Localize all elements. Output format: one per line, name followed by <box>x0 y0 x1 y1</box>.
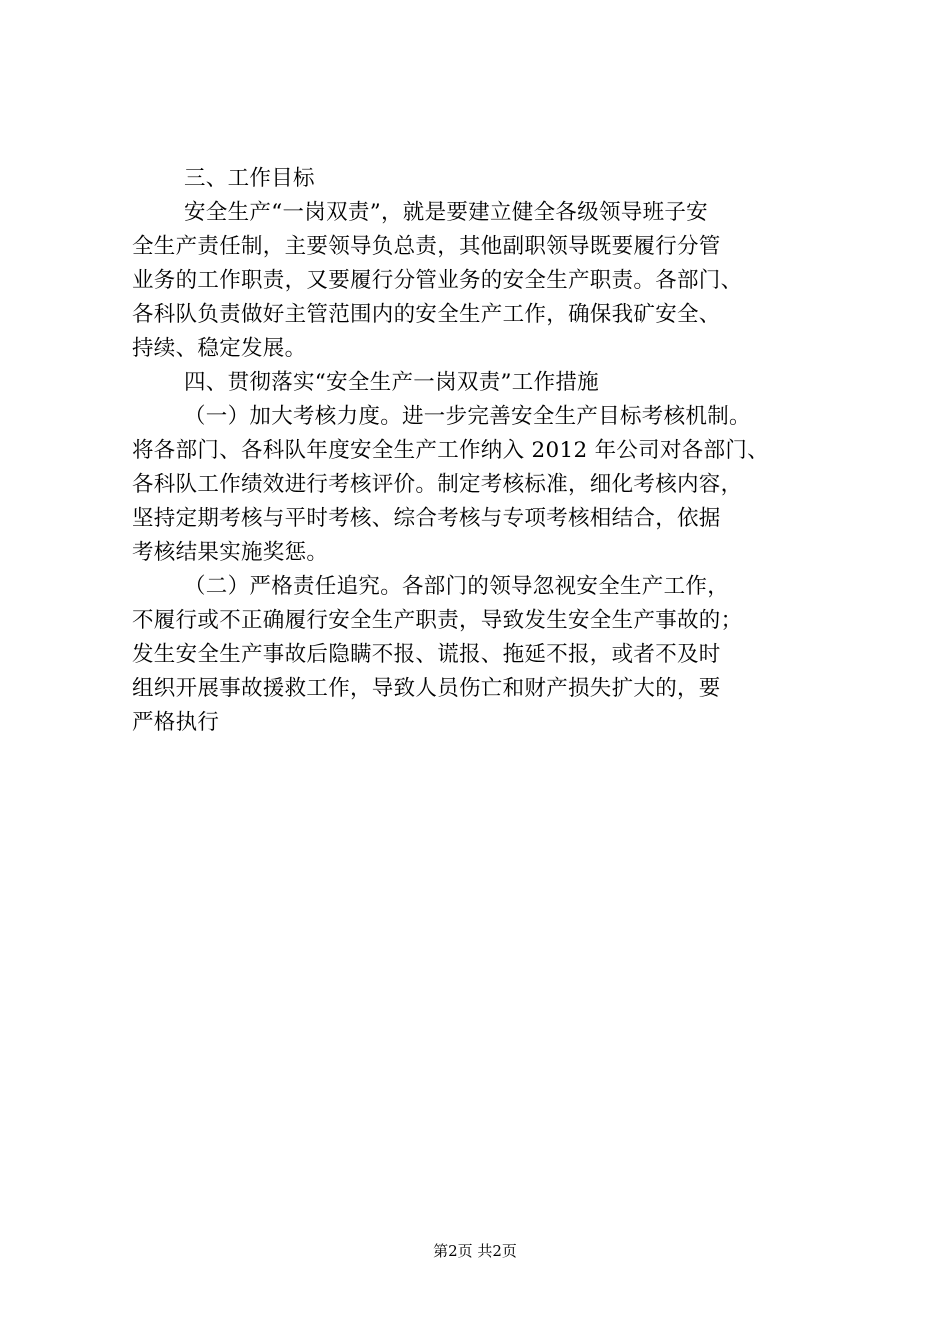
paragraph-line: 各科队负责做好主管范围内的安全生产工作，确保我矿安全、 <box>132 302 721 327</box>
section-heading-measures: 四、贯彻落实“安全生产一岗双责”工作措施 <box>184 370 599 395</box>
paragraph-line: 坚持定期考核与平时考核、综合考核与专项考核相结合，依据 <box>132 506 721 531</box>
paragraph-line: 组织开展事故援救工作，导致人员伤亡和财产损失扩大的，要 <box>132 676 721 701</box>
paragraph-line: （二）严格责任追究。各部门的领导忽视安全生产工作， <box>184 574 730 599</box>
paragraph-line: 严格执行 <box>132 710 220 735</box>
paragraph-line: 业务的工作职责，又要履行分管业务的安全生产职责。各部门、 <box>132 268 743 293</box>
paragraph-line: 不履行或不正确履行安全生产职责，导致发生安全生产事故的； <box>132 608 743 633</box>
paragraph-line: 各科队工作绩效进行考核评价。制定考核标准，细化考核内容， <box>132 472 743 497</box>
paragraph-line: 考核结果实施奖惩。 <box>132 540 329 565</box>
paragraph-line: 全生产责任制，主要领导负总责，其他副职领导既要履行分管 <box>132 234 721 259</box>
document-body <box>132 162 832 740</box>
paragraph-line: 安全生产“一岗双责”，就是要建立健全各级领导班子安 <box>184 200 708 225</box>
paragraph-line: （一）加大考核力度。进一步完善安全生产目标考核机制。 <box>184 404 751 429</box>
paragraph-line: 将各部门、各科队年度安全生产工作纳入 2012 年公司对各部门、 <box>132 438 769 463</box>
paragraph-line: 发生安全生产事故后隐瞒不报、谎报、拖延不报，或者不及时 <box>132 642 721 667</box>
page-footer: 第2页 共2页 <box>433 1242 517 1260</box>
paragraph-line: 持续、稳定发展。 <box>132 336 307 361</box>
section-heading-work-goals: 三、工作目标 <box>184 166 315 191</box>
